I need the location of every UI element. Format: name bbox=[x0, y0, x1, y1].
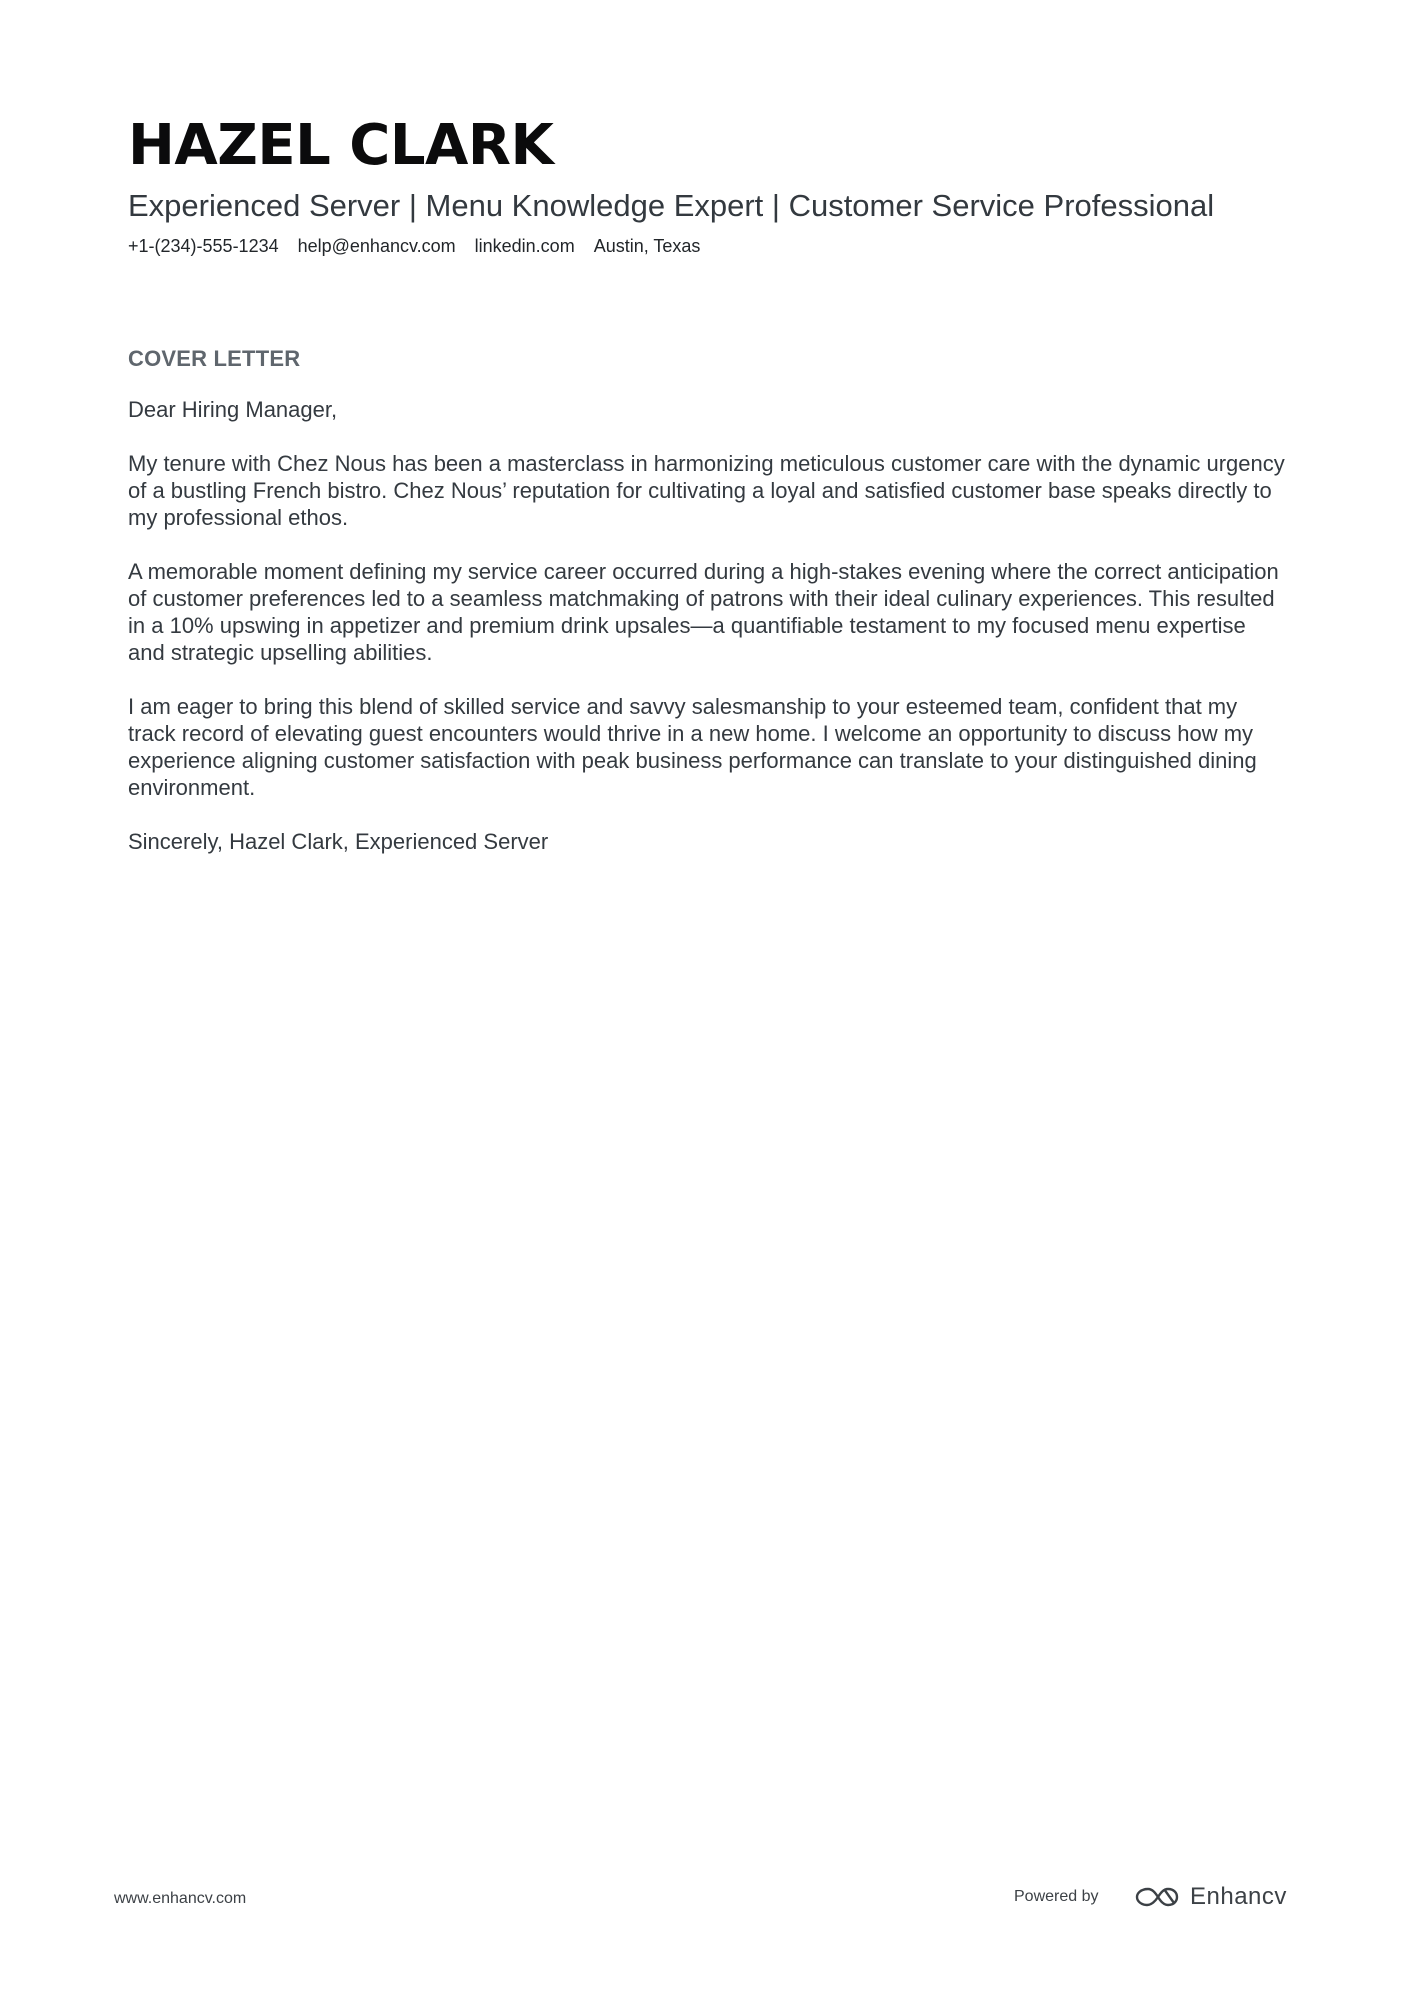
email[interactable]: help@enhancv.com bbox=[297, 236, 456, 256]
brand-name: Enhancv bbox=[1190, 1883, 1287, 1910]
enhancv-logo-icon bbox=[1134, 1885, 1180, 1909]
powered-by-label: Powered by bbox=[1014, 1888, 1099, 1905]
brand[interactable] bbox=[1134, 1880, 1287, 1914]
closing: Sincerely, Hazel Clark, Experienced Server bbox=[128, 829, 549, 854]
header bbox=[128, 112, 1308, 258]
linkedin[interactable]: linkedin.com bbox=[474, 236, 575, 256]
phone: +1-(234)-555-1234 bbox=[128, 236, 279, 256]
greeting: Dear Hiring Manager, bbox=[128, 397, 338, 422]
paragraph-3: I am eager to bring this blend of skilled service and savvy salesmanship to your esteemed team, confident that my track record of elevating guest encounters would thrive in a new home. I welcome an opportunity to discuss how my experience aligning customer satisfaction with peak business performance can translate to your distinguished dining environment. bbox=[128, 694, 1257, 800]
footer bbox=[114, 1880, 1294, 1920]
footer-url[interactable]: www.enhancv.com bbox=[114, 1890, 247, 1907]
paragraph-2: A memorable moment defining my service career occurred during a high-stakes evening where the correct anticipation of customer preferences led to a seamless matchmaking of patrons with their ideal culinary experiences. This resulted in a 10% upswing in appetizer and premium drink upsales—a quantifiable testament to my focused menu expertise and strategic upselling abilities. bbox=[128, 559, 1279, 665]
tagline: Experienced Server | Menu Knowledge Expert | Customer Service Professional bbox=[128, 188, 1215, 223]
location: Austin, Texas bbox=[593, 236, 701, 256]
cover-letter bbox=[128, 344, 1288, 882]
paragraph-1: My tenure with Chez Nous has been a masterclass in harmonizing meticulous customer care with the dynamic urgency of a bustling French bistro. Chez Nous’ reputation for cultivating a loyal and satisfied customer base speaks directly to my professional ethos. bbox=[128, 451, 1285, 530]
contact-info bbox=[128, 234, 1308, 258]
section-title: COVER LETTER bbox=[128, 346, 301, 371]
candidate-name: HAZEL CLARK bbox=[128, 113, 554, 178]
